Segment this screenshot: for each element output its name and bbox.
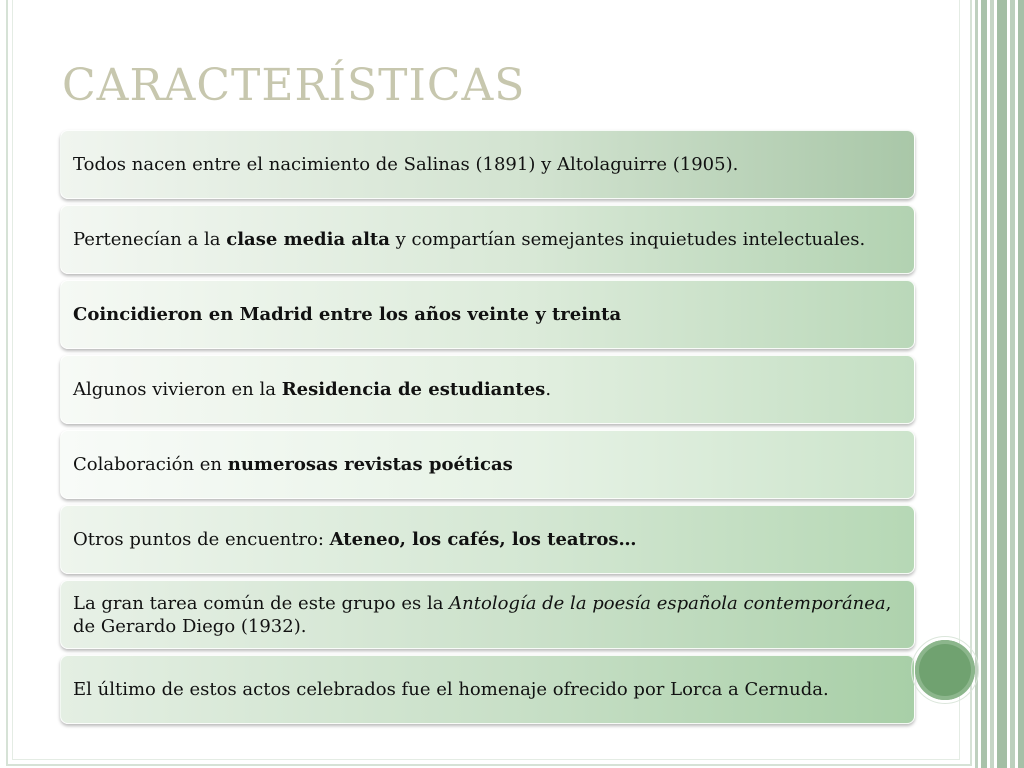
list-item	[60, 280, 915, 349]
list-item-text	[73, 592, 902, 638]
text-segment: .	[545, 379, 552, 400]
text-segment: Colaboración en	[73, 454, 228, 475]
characteristics-list	[60, 130, 915, 700]
list-item	[60, 355, 915, 424]
text-segment: y compartían semejantes inquietudes intelectuales.	[389, 229, 866, 250]
list-item-text	[73, 228, 865, 251]
list-item-text	[73, 153, 738, 176]
text-segment: Otros puntos de encuentro:	[73, 529, 330, 550]
list-item-text	[73, 378, 551, 401]
list-item	[60, 580, 915, 649]
decorative-stripe	[990, 0, 994, 768]
emphasis-bold: numerosas revistas poéticas	[227, 454, 513, 475]
text-segment: La gran tarea común de este grupo es la	[73, 592, 450, 614]
decorative-stripe	[981, 0, 987, 768]
list-item-text	[73, 528, 637, 551]
text-segment: , de Gerardo Diego (1932).	[73, 592, 892, 637]
decorative-stripe	[1018, 0, 1024, 768]
list-item	[60, 430, 915, 499]
text-segment: Pertenecían a la	[73, 229, 227, 250]
decorative-stripe	[1010, 0, 1015, 768]
slide-title: CARACTERÍSTICAS	[62, 60, 526, 111]
text-segment: Algunos vivieron en la	[73, 379, 282, 400]
list-item	[60, 655, 915, 724]
list-item	[60, 130, 915, 199]
decorative-stripe	[975, 0, 978, 768]
emphasis-bold: Coincidieron en Madrid entre los años veinte y treinta	[73, 304, 622, 325]
list-item	[60, 505, 915, 574]
emphasis-bold: Residencia de estudiantes	[281, 379, 546, 400]
emphasis-bold: Ateneo, los cafés, los teatros…	[329, 529, 637, 550]
list-item-text	[73, 453, 513, 476]
list-item	[60, 205, 915, 274]
emphasis-italic: Antología de la poesía española contemporánea	[449, 592, 886, 614]
list-item-text	[73, 678, 829, 701]
decorative-circle	[915, 640, 975, 700]
list-item-text	[73, 303, 621, 326]
text-segment: El último de estos actos celebrados fue el homenaje ofrecido por Lorca a Cernuda.	[73, 679, 829, 700]
emphasis-bold: clase media alta	[226, 229, 390, 250]
text-segment: Todos nacen entre el nacimiento de Salinas (1891) y Altolaguirre (1905).	[73, 154, 739, 175]
decorative-stripe	[997, 0, 1007, 768]
